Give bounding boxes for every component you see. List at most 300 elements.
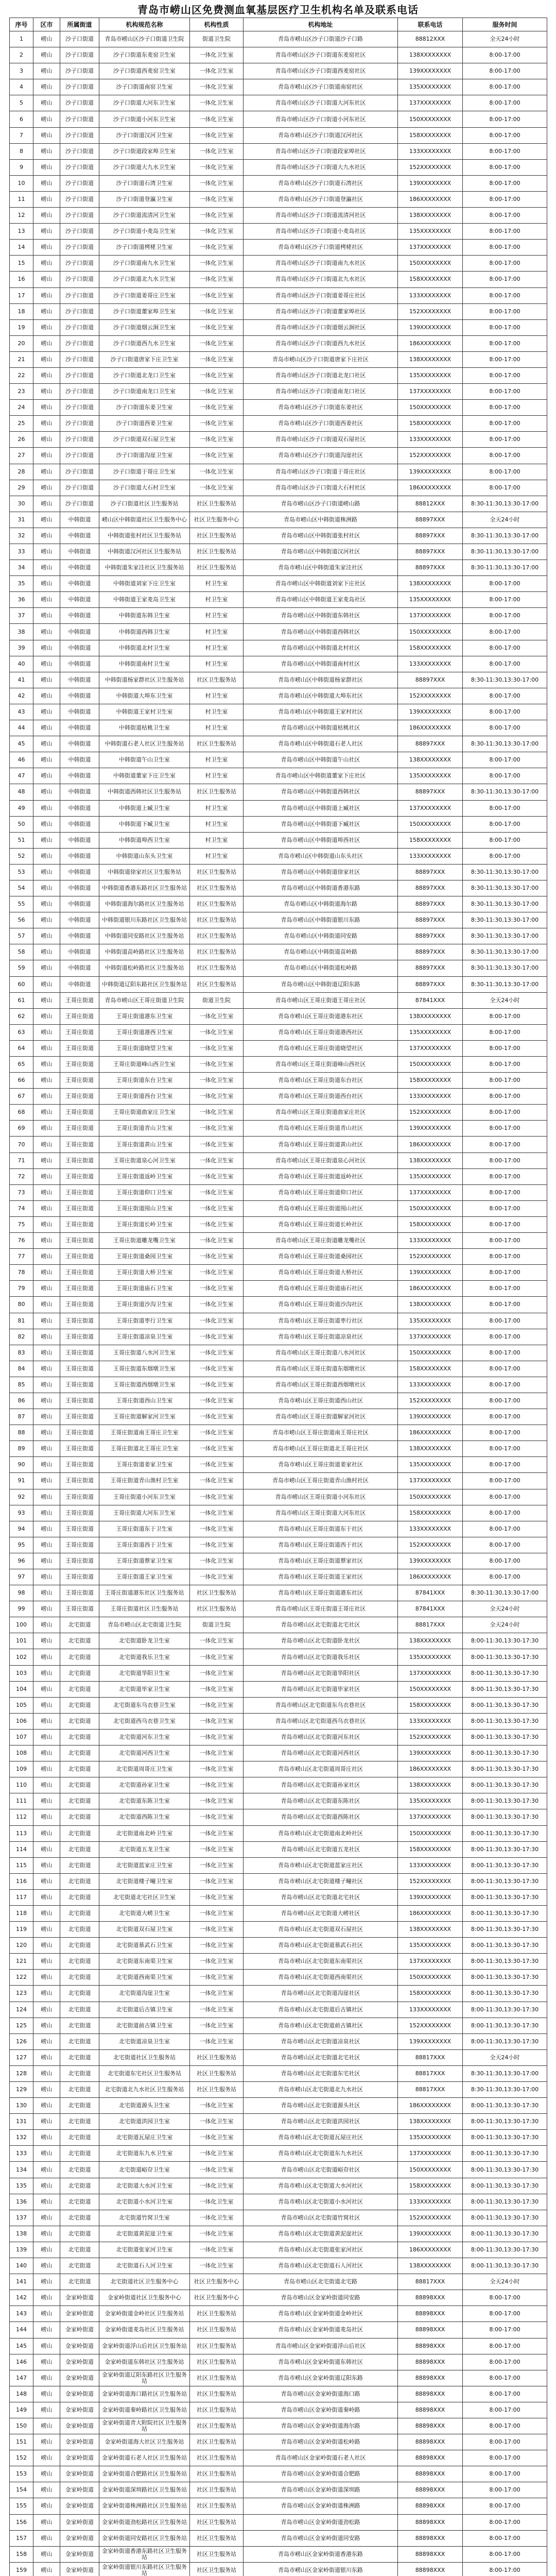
cell-address: 青岛市崂山区中韩街道董家下庄社区 (244, 768, 398, 784)
cell-org-name: 北宅街道瓦屋庄卫生室 (99, 2130, 190, 2146)
cell-hours: 全天24小时 (463, 992, 547, 1008)
cell-phone: 150XXXXXXXX (398, 1489, 463, 1505)
cell-district: 崂山 (33, 848, 60, 864)
cell-street: 王哥庄街道 (60, 1233, 99, 1249)
cell-index: 111 (10, 1793, 33, 1809)
cell-org-type: 一体化卫生室 (190, 303, 244, 319)
cell-phone: 137XXXXXXXX (398, 95, 463, 111)
cell-hours: 8:00-17:00 (463, 1537, 547, 1553)
cell-org-name: 中韩街道松岭路社区卫生服务站 (99, 960, 190, 976)
cell-org-type: 一体化卫生室 (190, 1777, 244, 1793)
cell-address: 青岛市崂山区北宅街道蓝家庄社区 (244, 1857, 398, 1873)
cell-org-name: 中韩街道杨家群社区卫生服务站 (99, 672, 190, 688)
cell-address: 青岛市崂山区王哥庄街道囤山社区 (244, 1200, 398, 1216)
table-row (10, 1249, 547, 1265)
cell-org-type: 村卫生室 (190, 848, 244, 864)
cell-org-type: 一体化卫生室 (190, 1137, 244, 1153)
cell-street: 沙子口街道 (60, 384, 99, 400)
table-row (10, 1393, 547, 1409)
cell-org-name: 中韩街道汉河社区卫生服务站 (99, 544, 190, 560)
cell-address: 青岛市崂山区中韩街道杨家群社区 (244, 672, 398, 688)
cell-street: 北宅街道 (60, 1745, 99, 1761)
cell-index: 6 (10, 111, 33, 127)
cell-index: 150 (10, 2418, 33, 2434)
cell-phone: 186XXXXXXXX (398, 2242, 463, 2258)
cell-index: 98 (10, 1585, 33, 1601)
cell-street: 中韩街道 (60, 944, 99, 960)
cell-address: 青岛市崂山区金家岭街道劲松路 (244, 2514, 398, 2530)
cell-street: 王哥庄街道 (60, 1409, 99, 1425)
cell-street: 中韩街道 (60, 816, 99, 832)
cell-street: 沙子口街道 (60, 159, 99, 175)
cell-org-type: 社区卫生服务站 (190, 944, 244, 960)
cell-street: 金家岭街道 (60, 2322, 99, 2338)
cell-phone: 87841XXX (398, 1601, 463, 1617)
cell-org-name: 中韩街道石老人社区卫生服务站 (99, 736, 190, 752)
cell-district: 崂山 (33, 2338, 60, 2354)
cell-org-type: 社区卫生服务站 (190, 1585, 244, 1601)
table-row (10, 1361, 547, 1377)
cell-hours: 8:30-11:30,13:30-17:00 (463, 896, 547, 912)
table-row (10, 640, 547, 656)
cell-district: 崂山 (33, 2130, 60, 2146)
cell-district: 崂山 (33, 512, 60, 528)
cell-index: 32 (10, 528, 33, 544)
table-row (10, 1473, 547, 1489)
cell-org-name: 王哥庄街道凉泉卫生室 (99, 1329, 190, 1345)
cell-org-name: 金家岭街道同安路社区卫生服务站 (99, 2530, 190, 2546)
cell-org-type: 一体化卫生室 (190, 95, 244, 111)
cell-org-name: 王哥庄街道庙石卫生室 (99, 1281, 190, 1297)
cell-street: 王哥庄街道 (60, 1313, 99, 1329)
cell-address: 青岛市崂山区王哥庄街道西烟墩社区 (244, 1377, 398, 1393)
table-row (10, 1153, 547, 1168)
cell-phone: 186XXXXXXXX (398, 1761, 463, 1777)
cell-phone: 139XXXXXXXX (398, 1121, 463, 1137)
cell-phone: 158XXXXXXXX (398, 127, 463, 143)
table-row (10, 2354, 547, 2370)
cell-district: 崂山 (33, 127, 60, 143)
cell-street: 沙子口街道 (60, 416, 99, 432)
cell-address: 青岛市崂山区北宅街道周哥庄社区 (244, 1761, 398, 1777)
cell-district: 崂山 (33, 1617, 60, 1633)
cell-phone: 152XXXXXXXX (398, 1393, 463, 1409)
cell-org-type: 一体化卫生室 (190, 1297, 244, 1313)
cell-index: 58 (10, 944, 33, 960)
cell-district: 崂山 (33, 1024, 60, 1040)
cell-phone: 137XXXXXXXX (398, 240, 463, 256)
cell-address: 青岛市崂山区中韩街道北村社区 (244, 640, 398, 656)
cell-org-type: 一体化卫生室 (190, 1825, 244, 1841)
cell-index: 136 (10, 2194, 33, 2210)
cell-phone: 138XXXXXXXX (398, 2114, 463, 2130)
cell-address: 青岛市崂山区王哥庄街道西台社区 (244, 1089, 398, 1105)
cell-street: 沙子口街道 (60, 79, 99, 95)
cell-org-name: 北宅街道北九水社区卫生服务站 (99, 2082, 190, 2098)
cell-street: 北宅街道 (60, 1938, 99, 1954)
table-row (10, 528, 547, 544)
cell-org-name: 北宅街道我乐卫生室 (99, 1649, 190, 1665)
cell-index: 44 (10, 720, 33, 736)
cell-address: 青岛市崂山区中韩街道海尔路 (244, 896, 398, 912)
cell-org-type: 一体化卫生室 (190, 1057, 244, 1073)
cell-street: 北宅街道 (60, 2226, 99, 2242)
table-row (10, 2322, 547, 2338)
cell-street: 中韩街道 (60, 720, 99, 736)
table-row (10, 1216, 547, 1232)
cell-index: 142 (10, 2290, 33, 2306)
cell-org-type: 一体化卫生室 (190, 319, 244, 335)
cell-org-type: 一体化卫生室 (190, 2098, 244, 2114)
cell-org-type: 一体化卫生室 (190, 127, 244, 143)
cell-org-type: 一体化卫生室 (190, 1265, 244, 1281)
cell-address: 青岛市崂山区王哥庄街道王哥庄社区 (244, 1601, 398, 1617)
table-row (10, 2418, 547, 2434)
cell-hours: 8:00-17:00 (463, 720, 547, 736)
cell-street: 中韩街道 (60, 896, 99, 912)
cell-address: 青岛市崂山区北宅街道东九水社区 (244, 2146, 398, 2162)
table-row (10, 1841, 547, 1857)
cell-district: 崂山 (33, 464, 60, 480)
table-row (10, 560, 547, 576)
header-hours: 服务时间 (463, 18, 547, 31)
table-row (10, 2065, 547, 2081)
cell-org-type: 一体化卫生室 (190, 2242, 244, 2258)
cell-street: 中韩街道 (60, 784, 99, 800)
cell-org-type: 村卫生室 (190, 768, 244, 784)
cell-hours: 8:00-11:30,13:30-17:30 (463, 1681, 547, 1697)
table-row (10, 1345, 547, 1361)
cell-org-name: 王哥庄街道大河东卫生室 (99, 1505, 190, 1521)
cell-index: 39 (10, 640, 33, 656)
cell-street: 中韩街道 (60, 928, 99, 944)
cell-index: 138 (10, 2226, 33, 2242)
cell-org-name: 北宅街道周哥庄卫生室 (99, 1761, 190, 1777)
table-row (10, 256, 547, 272)
cell-phone: 139XXXXXXXX (398, 704, 463, 720)
cell-street: 王哥庄街道 (60, 1393, 99, 1409)
cell-address: 青岛市崂山区王哥庄街道东于社区 (244, 1521, 398, 1537)
table-row (10, 2450, 547, 2466)
cell-district: 崂山 (33, 240, 60, 256)
cell-address: 青岛市崂山区沙子口街道唐家下庄社区 (244, 351, 398, 367)
cell-hours: 8:00-17:00 (463, 2322, 547, 2338)
cell-org-name: 青岛市崂山区北宅街道卫生院 (99, 1617, 190, 1633)
cell-org-type: 一体化卫生室 (190, 2210, 244, 2226)
cell-org-name: 金家岭街道青大附院社区卫生服务站 (99, 2418, 190, 2434)
cell-street: 沙子口街道 (60, 31, 99, 47)
cell-district: 崂山 (33, 560, 60, 576)
cell-hours: 8:00-17:00 (463, 1184, 547, 1200)
cell-index: 47 (10, 768, 33, 784)
cell-org-name: 沙子口街道西姜卫生室 (99, 416, 190, 432)
table-row (10, 880, 547, 896)
table-row (10, 1505, 547, 1521)
cell-org-type: 一体化卫生室 (190, 1024, 244, 1040)
cell-phone: 88817XXX (398, 2274, 463, 2290)
cell-district: 崂山 (33, 1873, 60, 1889)
cell-district: 崂山 (33, 1313, 60, 1329)
cell-phone: 88817XXX (398, 2082, 463, 2098)
cell-org-name: 北宅街道社区卫生服务站 (99, 2049, 190, 2065)
cell-address: 青岛市崂山区王哥庄街道东台社区 (244, 1073, 398, 1089)
cell-address: 青岛市崂山区金家岭街道同安路 (244, 2290, 398, 2306)
cell-street: 王哥庄街道 (60, 1457, 99, 1473)
cell-phone: 133XXXXXXXX (398, 1857, 463, 1873)
cell-phone: 135XXXXXXXX (398, 1168, 463, 1184)
cell-org-type: 一体化卫生室 (190, 1216, 244, 1232)
cell-address: 青岛市崂山区北宅街道大水河社区 (244, 2178, 398, 2194)
cell-address: 青岛市崂山区北宅街道前古镇社区 (244, 2018, 398, 2033)
cell-address: 青岛市崂山区沙子口街道北九水社区 (244, 272, 398, 287)
cell-address: 青岛市崂山区沙子口街道小麦岛社区 (244, 224, 398, 240)
cell-phone: 133XXXXXXXX (398, 432, 463, 448)
table-row (10, 592, 547, 608)
cell-index: 128 (10, 2065, 33, 2081)
cell-org-name: 中韩街道刘家下庄卫生室 (99, 576, 190, 592)
cell-org-name: 王哥庄街道港东卫生室 (99, 1008, 190, 1024)
cell-address: 青岛市崂山区王哥庄街道泉心河社区 (244, 1153, 398, 1168)
table-row (10, 2482, 547, 2498)
cell-street: 北宅街道 (60, 2049, 99, 2065)
table-row (10, 768, 547, 784)
cell-street: 中韩街道 (60, 592, 99, 608)
cell-org-name: 中韩街道香港东路社区卫生服务站 (99, 880, 190, 896)
cell-district: 崂山 (33, 2065, 60, 2081)
cell-district: 崂山 (33, 1601, 60, 1617)
table-row (10, 2498, 547, 2514)
cell-org-name: 王哥庄街道黄山卫生室 (99, 1137, 190, 1153)
cell-org-name: 沙子口街道栲栳卫生室 (99, 240, 190, 256)
cell-street: 沙子口街道 (60, 175, 99, 191)
cell-index: 72 (10, 1168, 33, 1184)
cell-phone: 139XXXXXXXX (398, 1409, 463, 1425)
cell-index: 137 (10, 2210, 33, 2226)
cell-org-type: 村卫生室 (190, 800, 244, 816)
cell-address: 青岛市崂山区北宅街道北九水社区 (244, 2082, 398, 2098)
cell-district: 崂山 (33, 1425, 60, 1441)
cell-org-type: 社区卫生服务站 (190, 528, 244, 544)
header-street: 所属街道 (60, 18, 99, 31)
cell-org-type: 一体化卫生室 (190, 1521, 244, 1537)
cell-street: 中韩街道 (60, 608, 99, 624)
table-row (10, 63, 547, 79)
table-row (10, 1825, 547, 1841)
cell-street: 中韩街道 (60, 624, 99, 640)
cell-org-type: 一体化卫生室 (190, 1121, 244, 1137)
cell-hours: 8:30-11:30,13:30-17:00 (463, 880, 547, 896)
cell-phone: 88898XXX (398, 2290, 463, 2306)
cell-index: 91 (10, 1473, 33, 1489)
cell-index: 101 (10, 1633, 33, 1649)
table-row (10, 2466, 547, 2482)
cell-hours: 8:00-11:30,13:30-17:30 (463, 2226, 547, 2242)
cell-street: 北宅街道 (60, 2242, 99, 2258)
cell-street: 中韩街道 (60, 640, 99, 656)
cell-street: 北宅街道 (60, 2033, 99, 2049)
cell-phone: 137XXXXXXXX (398, 1329, 463, 1345)
cell-org-name: 沙子口街道唐家下庄卫生室 (99, 351, 190, 367)
cell-district: 崂山 (33, 768, 60, 784)
cell-org-name: 中韩街道徐家社区卫生服务站 (99, 864, 190, 880)
cell-hours: 8:00-17:00 (463, 2402, 547, 2418)
cell-street: 北宅街道 (60, 1681, 99, 1697)
cell-org-name: 北宅街道峪夼卫生室 (99, 2162, 190, 2178)
cell-org-name: 中韩街道西韩社区卫生服务站 (99, 784, 190, 800)
cell-phone: 88898XXX (398, 2338, 463, 2354)
cell-address: 青岛市崂山区中韩街道上臧社区 (244, 800, 398, 816)
cell-street: 北宅街道 (60, 1665, 99, 1681)
cell-address: 青岛市崂山区王哥庄街道西山社区 (244, 1393, 398, 1409)
cell-street: 王哥庄街道 (60, 1505, 99, 1521)
cell-index: 131 (10, 2114, 33, 2130)
cell-index: 129 (10, 2082, 33, 2098)
cell-index: 127 (10, 2049, 33, 2065)
cell-address: 青岛市崂山区北宅街道南北岭社区 (244, 1825, 398, 1841)
cell-street: 中韩街道 (60, 800, 99, 816)
cell-index: 156 (10, 2514, 33, 2530)
cell-district: 崂山 (33, 1938, 60, 1954)
cell-org-name: 北宅街道沟崖卫生室 (99, 1986, 190, 2002)
cell-org-name: 中韩街道西韩卫生室 (99, 624, 190, 640)
cell-phone: 88898XXX (398, 2306, 463, 2322)
table-row (10, 656, 547, 672)
cell-index: 107 (10, 1729, 33, 1745)
cell-index: 144 (10, 2322, 33, 2338)
cell-address: 青岛市崂山区北宅街道大崂社区 (244, 1905, 398, 1921)
cell-district: 崂山 (33, 2370, 60, 2386)
cell-org-type: 一体化卫生室 (190, 2146, 244, 2162)
cell-org-type: 一体化卫生室 (190, 2130, 244, 2146)
cell-address: 青岛市崂山区中韩街道松岭路 (244, 960, 398, 976)
table-row (10, 2562, 547, 2576)
cell-phone: 150XXXXXXXX (398, 816, 463, 832)
cell-hours: 8:00-17:00 (463, 480, 547, 496)
cell-address: 青岛市崂山区中韩街道枯桃社区 (244, 720, 398, 736)
cell-address: 青岛市崂山区北宅街道北宅社区 (244, 2049, 398, 2065)
table-row (10, 1617, 547, 1633)
cell-index: 5 (10, 95, 33, 111)
cell-phone: 88897XXX (398, 672, 463, 688)
cell-org-type: 一体化卫生室 (190, 1361, 244, 1377)
cell-org-name: 北宅街道洪园卫生室 (99, 2114, 190, 2130)
cell-org-name: 中韩街道王家村卫生室 (99, 704, 190, 720)
cell-phone: 135XXXXXXXX (398, 1024, 463, 1040)
cell-org-type: 一体化卫生室 (190, 272, 244, 287)
cell-phone: 150XXXXXXXX (398, 2162, 463, 2178)
cell-index: 125 (10, 2018, 33, 2033)
table-row (10, 976, 547, 992)
cell-district: 崂山 (33, 367, 60, 383)
cell-district: 崂山 (33, 1569, 60, 1585)
cell-address: 青岛市崂山区沙子口街道南九水社区 (244, 256, 398, 272)
cell-org-name: 金家岭街道香港东路社区卫生服务站 (99, 2546, 190, 2562)
cell-district: 崂山 (33, 992, 60, 1008)
cell-hours: 8:00-17:00 (463, 351, 547, 367)
table-row (10, 31, 547, 47)
cell-index: 85 (10, 1377, 33, 1393)
cell-org-name: 王哥庄街道晓望卫生室 (99, 1040, 190, 1056)
cell-address: 青岛市崂山区王哥庄街道峰山西社区 (244, 1057, 398, 1073)
table-row (10, 2226, 547, 2242)
cell-street: 北宅街道 (60, 2258, 99, 2274)
cell-phone: 158XXXXXXXX (398, 1073, 463, 1089)
table-row (10, 224, 547, 240)
cell-street: 王哥庄街道 (60, 1377, 99, 1393)
cell-district: 崂山 (33, 720, 60, 736)
cell-address: 青岛市崂山区中韩街道东韩社区 (244, 608, 398, 624)
cell-index: 15 (10, 256, 33, 272)
cell-street: 中韩街道 (60, 752, 99, 768)
cell-hours: 8:00-17:00 (463, 384, 547, 400)
cell-district: 崂山 (33, 384, 60, 400)
cell-hours: 8:00-17:00 (463, 287, 547, 303)
cell-index: 134 (10, 2162, 33, 2178)
cell-street: 金家岭街道 (60, 2546, 99, 2562)
cell-phone: 88897XXX (398, 960, 463, 976)
cell-address: 青岛市崂山区王哥庄街道八水河社区 (244, 1345, 398, 1361)
cell-org-type: 一体化卫生室 (190, 1665, 244, 1681)
table-row (10, 464, 547, 480)
cell-index: 65 (10, 1057, 33, 1073)
cell-org-type: 社区卫生服务站 (190, 544, 244, 560)
cell-org-type: 一体化卫生室 (190, 1857, 244, 1873)
cell-hours: 8:00-11:30,13:30-17:30 (463, 1873, 547, 1889)
cell-hours: 8:00-17:00 (463, 272, 547, 287)
table-row (10, 351, 547, 367)
cell-district: 崂山 (33, 2306, 60, 2322)
cell-address: 青岛市崂山区北宅街道双石屋社区 (244, 1922, 398, 1938)
cell-index: 29 (10, 480, 33, 496)
cell-org-type: 一体化卫生室 (190, 1345, 244, 1361)
cell-phone: 135XXXXXXXX (398, 2130, 463, 2146)
cell-address: 青岛市崂山区金家岭街道同安路 (244, 2530, 398, 2546)
cell-phone: 137XXXXXXXX (398, 384, 463, 400)
cell-hours: 8:00-17:00 (463, 400, 547, 416)
cell-org-type: 社区卫生服务站 (190, 960, 244, 976)
cell-hours: 8:00-17:00 (463, 1121, 547, 1137)
cell-index: 16 (10, 272, 33, 287)
cell-street: 王哥庄街道 (60, 1425, 99, 1441)
cell-phone: 135XXXXXXXX (398, 1313, 463, 1329)
table-row (10, 1265, 547, 1281)
cell-street: 金家岭街道 (60, 2290, 99, 2306)
cell-address: 青岛市崂山区北宅街道北宅路 (244, 2274, 398, 2290)
cell-address: 青岛市崂山区沙子口街道姜哥庄社区 (244, 287, 398, 303)
cell-street: 沙子口街道 (60, 351, 99, 367)
cell-phone: 150XXXXXXXX (398, 111, 463, 127)
cell-hours: 8:00-17:00 (463, 592, 547, 608)
cell-org-type: 一体化卫生室 (190, 1313, 244, 1329)
table-row (10, 111, 547, 127)
cell-org-type: 社区卫生服务站 (190, 880, 244, 896)
cell-address: 青岛市崂山区沙子口街道段家埠社区 (244, 143, 398, 159)
cell-org-name: 沙子口街道姜哥庄卫生室 (99, 287, 190, 303)
cell-hours: 8:00-11:30,13:30-17:30 (463, 2002, 547, 2018)
cell-hours: 8:00-17:00 (463, 1409, 547, 1425)
cell-org-type: 一体化卫生室 (190, 1473, 244, 1489)
cell-index: 153 (10, 2466, 33, 2482)
cell-phone: 158XXXXXXXX (398, 1841, 463, 1857)
cell-street: 王哥庄街道 (60, 1105, 99, 1121)
cell-address: 青岛市崂山区中韩街道山东头社区 (244, 848, 398, 864)
cell-org-name: 沙子口街道大九水卫生室 (99, 159, 190, 175)
cell-phone: 186XXXXXXXX (398, 335, 463, 351)
cell-org-type: 一体化卫生室 (190, 1168, 244, 1184)
cell-address: 青岛市崂山区中韩街道王家村社区 (244, 704, 398, 720)
cell-org-type: 一体化卫生室 (190, 2258, 244, 2274)
cell-address: 青岛市崂山区王哥庄街道北王哥庄社区 (244, 1441, 398, 1457)
